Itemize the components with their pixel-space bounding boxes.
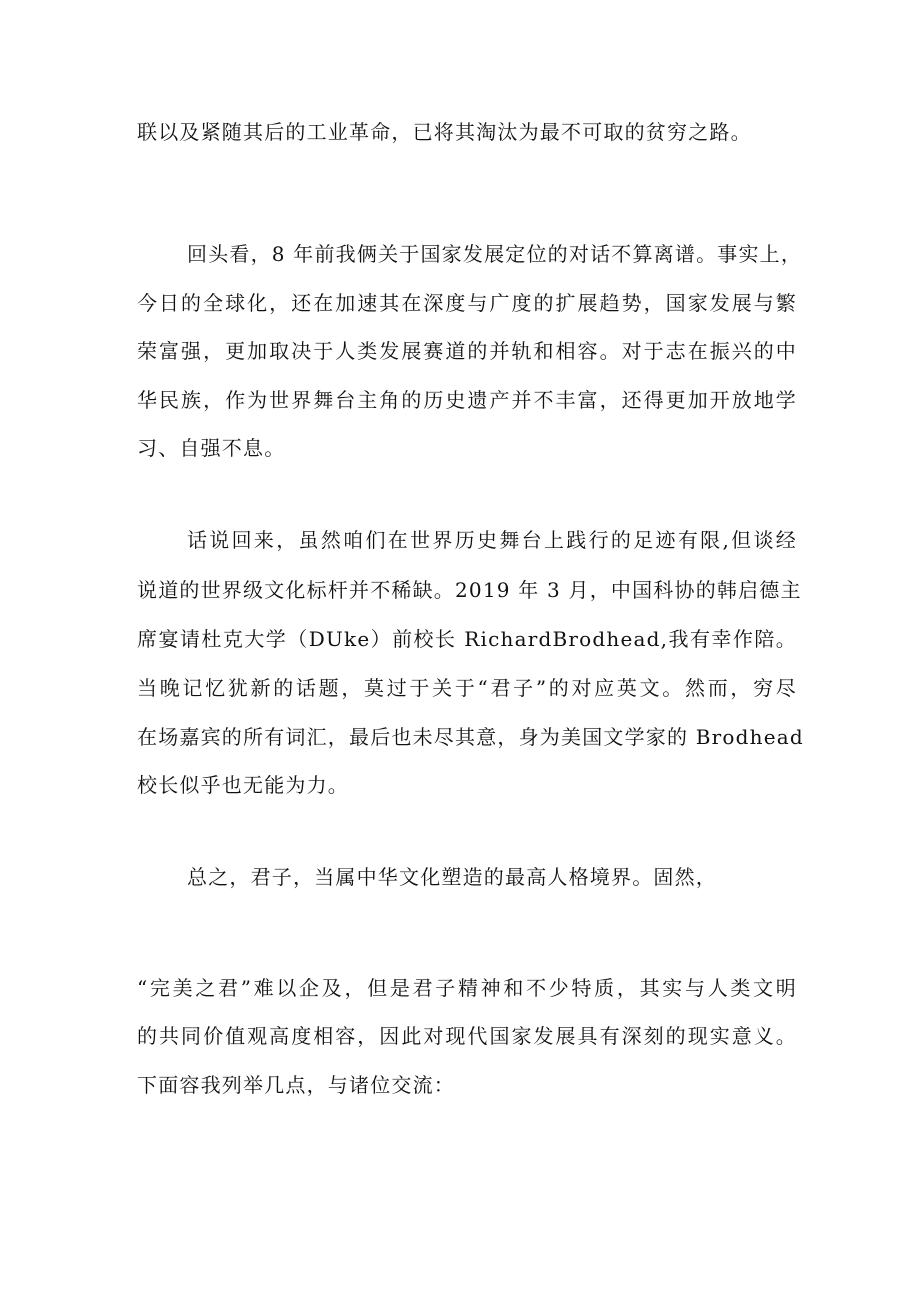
text-line: 说道的世界级文化标杆并不稀缺。2019 年 3 月，中国科协的韩启德主 <box>137 578 802 602</box>
text-line: 席宴请杜克大学（DUke）前校长 RichardBrodhead,我有幸作陪。 <box>137 627 797 651</box>
text-line: 联以及紧随其后的工业革命，已将其淘汰为最不可取的贫穷之路。 <box>137 120 752 144</box>
text-line: 总之，君子，当属中华文化塑造的最高人格境界。固然， <box>187 865 717 889</box>
text-line: 话说回来，虽然咱们在世界历史舞台上践行的足迹有限,但谈经 <box>187 528 797 552</box>
text-line: 当晚记忆犹新的话题，莫过于关于“君子”的对应英文。然而，穷尽 <box>137 676 797 700</box>
text-line: 今日的全球化，还在加速其在深度与广度的扩展趋势，国家发展与繁 <box>137 291 797 315</box>
text-line: 荣富强，更加取决于人类发展赛道的并轨和相容。对于志在振兴的中 <box>137 339 797 363</box>
text-line: 习、自强不息。 <box>137 436 286 460</box>
text-line: 的共同价值观高度相容，因此对现代国家发展具有深刻的现实意义。 <box>137 1024 797 1048</box>
text-line: 在场嘉宾的所有词汇，最后也未尽其意，身为美国文学家的 Brodhead <box>137 725 804 749</box>
text-line: 下面容我列举几点，与诸位交流： <box>137 1073 455 1097</box>
text-line: “完美之君”难以企及，但是君子精神和不少特质，其实与人类文明 <box>137 976 797 1000</box>
text-line: 华民族，作为世界舞台主角的历史遗产并不丰富，还得更加开放地学 <box>137 388 797 412</box>
text-line: 校长似乎也无能为力。 <box>137 773 349 797</box>
text-line: 回头看，8 年前我俩关于国家发展定位的对话不算离谱。事实上， <box>187 242 803 266</box>
